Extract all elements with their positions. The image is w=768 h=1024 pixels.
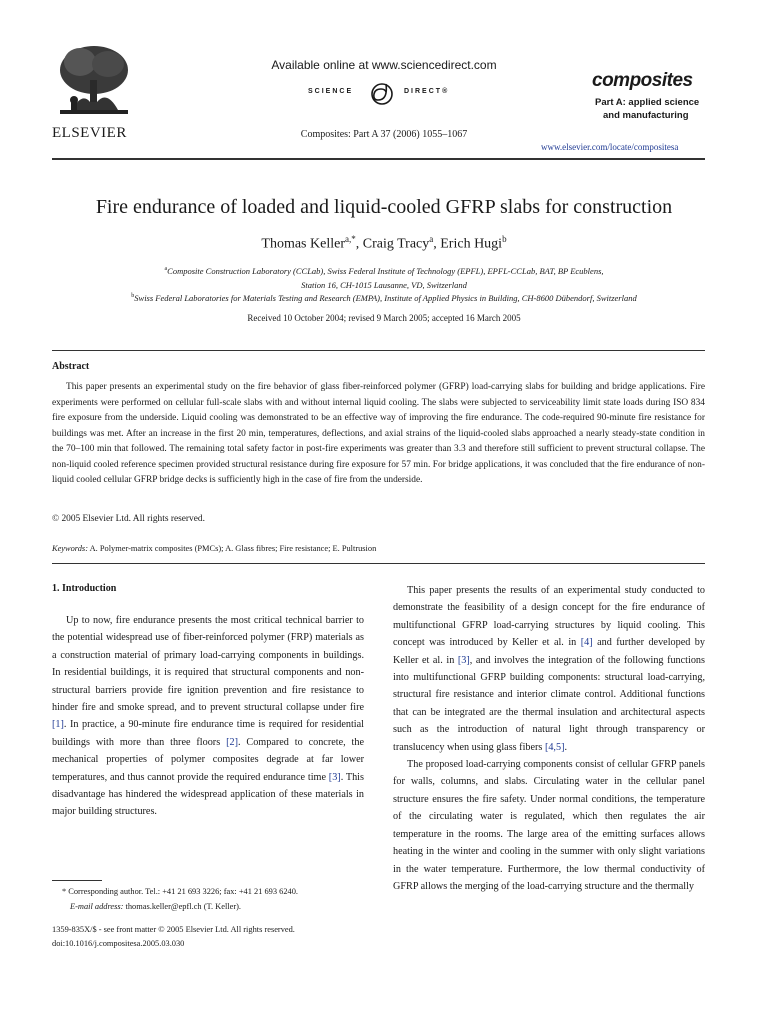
affiliation-mark: a [164, 266, 168, 273]
paragraph-text: and further developed by Keller et al. in [393, 637, 705, 666]
affiliation-mark: b [131, 293, 135, 300]
affiliation-text: Swiss Federal Laboratories for Materials Testing and Research (EMPA), Institute of Applied Physics in Building, CH-8600 Dübendorf, Switzerland [134, 293, 637, 303]
sciencedirect-logo [300, 80, 470, 106]
citation-link[interactable]: [2] [226, 736, 238, 748]
citation-link[interactable]: [3] [457, 654, 470, 666]
elsevier-tree-logo-icon [52, 40, 134, 120]
email-address[interactable]: thomas.keller@epfl.ch (T. Keller). [123, 902, 241, 911]
author-name[interactable]: Craig Tracy [362, 236, 430, 252]
left-column [52, 612, 364, 821]
paragraph-text: This paper presents the results of an experimental study conducted to demonstrate the feasibility of a design concept for the fire endurance of multifunctional GFRP load-carrying structures by liquid cooling. This concept was introduced by Keller et al. in [393, 585, 705, 649]
section-heading: 1. Introduction [52, 583, 117, 594]
author-list [0, 234, 768, 253]
paragraph-text: Up to now, fire endurance presents the most critical technical barrier to the potential widespread use of fiber-reinforced polymer (FRP) materials as a construction material of primary load-carrying components in buildings. In residential buildings, it is required that structural components and non-structural barriers provide fire ignition prevention and fire resistance to hinder fire and smoke spread, and to prevent structural collapse under fire [52, 615, 364, 714]
journal-logo-subtitle-1: Part A: applied science [595, 97, 700, 108]
science-word: SCIENCE [308, 88, 354, 95]
header-divider [52, 158, 705, 160]
author-sup: a,* [345, 234, 356, 244]
sciencedirect-d-icon [366, 80, 398, 106]
keywords-line [52, 544, 376, 553]
affiliation-b [0, 293, 768, 303]
paragraph [52, 612, 364, 821]
direct-word-text: DIRECT [404, 88, 443, 95]
keywords-label: Keywords: [52, 544, 88, 553]
journal-logo-name: composites [592, 70, 693, 91]
citation-link[interactable]: [4] [580, 637, 593, 649]
author-sup: b [502, 234, 507, 244]
keywords-text: A. Polymer-matrix composites (PMCs); A. Glass fibres; Fire resistance; E. Pultrusion [87, 544, 377, 553]
citation-link[interactable]: [4,5] [544, 741, 565, 753]
article-title: Fire endurance of loaded and liquid-cooled GFRP slabs for construction [95, 196, 673, 218]
doi-link[interactable]: doi:10.1016/j.compositesa.2005.03.030 [52, 939, 185, 948]
paragraph-text: . Compared to concrete, the mechanical properties of polymer composites degrade at far lower temperatures, and thus cannot provide the required endurance time [52, 736, 364, 783]
paragraph-text: . This disadvantage has hindered the widespread application of these materials in major building structures. [52, 771, 364, 818]
available-online-line: Available online at www.sciencedirect.com [271, 58, 497, 72]
paragraph: The proposed load-carrying components consist of cellular GFRP panels for walls, columns, and slabs. Circulating water in the cellular panel structure ensures the fire safety. Under normal conditions, the temperature of the circulating water is regulated, which then regulates the air temperature in the rooms. The large area of the emitting surfaces allows heating in the winter and cooling in the summer with only slight variations in the water temperature. Furthermore, the low thermal conductivity of GFRP allows the merging of the load-carrying structure and the thermally [393, 759, 705, 892]
paragraph-text: , and involves the integration of the following functions into multifunctional GFRP building components: structural load-carrying, structural fire resistance and interior climate control. Additional functions that can be integrated are the thermal insulation and architectural aspects such as the introduction of natural light through transparency or translucency when using glass fibers [393, 654, 705, 753]
affiliation-text: Composite Construction Laboratory (CCLab), Swiss Federal Institute of Technology (EPFL), EPFL-CCLab, BAT, BP Ecublens, [167, 266, 604, 276]
direct-word [404, 88, 449, 95]
email-note [70, 902, 370, 911]
author-sup: a [429, 234, 434, 244]
abstract-heading: Abstract [52, 361, 90, 372]
citation-link[interactable]: [3] [328, 771, 341, 783]
direct-mark: ® [442, 88, 450, 95]
corresponding-author-note: * Corresponding author. Tel.: +41 21 693 3226; fax: +41 21 693 6240. [62, 887, 298, 896]
paragraph [393, 582, 705, 756]
footnote-divider [52, 880, 102, 881]
abstract-body [52, 380, 705, 489]
right-column [393, 582, 705, 895]
citation-link[interactable]: [1] [52, 719, 64, 731]
author-separator: , [433, 236, 441, 252]
author-name[interactable]: Erich Hugi [440, 236, 503, 252]
affiliation-a-line2: Station 16, CH-1015 Lausanne, VD, Switzerland [301, 280, 467, 290]
paragraph-text: . In practice, a 90-minute fire endurance time is required for residential buildings with more than three floors [52, 719, 364, 748]
journal-logo-subtitle-2: and manufacturing [603, 110, 689, 121]
abstract-text: This paper presents an experimental study on the fire behavior of glass fiber-reinforced polymer (GFRP) load-carrying slabs for building and bridge applications. Fire experiments were performed on cellular full-scale slabs with and without internal liquid cooling. The slabs were subjected to serviceability limit state loads during ISO 834 fire exposure from the underside. Liquid cooling was demonstrated to be an effective way of improving the fire endurance. The code-required 90-minute fire resistance for buildings was met. After an increase in the first 20 min, temperatures, deflections, and axial strains of the liquid-cooled slabs approached a nearly steady-state condition in the 70–100 min that followed. The remaining total safety factor in post-fire experiments was greater than 3.3 and therefore still sufficient to prevent structural collapse. The non-liquid cooled reference specimen provided structural resistance during fire exposure for 57 min. For bridge applications, it was concluded that the fire endurance of non-liquid cooled cellular GFRP bridge decks is sufficiently high in the case of fire from the underside. [52, 382, 705, 485]
author-separator: , [355, 236, 363, 252]
copyright-line: © 2005 Elsevier Ltd. All rights reserved. [52, 514, 205, 524]
abstract-bottom-divider [52, 563, 705, 564]
publisher-name: ELSEVIER [52, 125, 127, 141]
author-name[interactable]: Thomas Keller [261, 236, 345, 252]
abstract-top-divider [52, 350, 705, 351]
received-dates: Received 10 October 2004; revised 9 March 2005; accepted 16 March 2005 [247, 313, 521, 323]
affiliation-a [0, 266, 768, 276]
journal-url-link[interactable]: www.elsevier.com/locate/compositesa [541, 142, 679, 152]
paragraph-text: . [564, 741, 568, 753]
journal-reference: Composites: Part A 37 (2006) 1055–1067 [300, 129, 468, 140]
issn-line: 1359-835X/$ - see front matter © 2005 Elsevier Ltd. All rights reserved. [52, 925, 295, 934]
email-label: E-mail address: [70, 902, 124, 911]
